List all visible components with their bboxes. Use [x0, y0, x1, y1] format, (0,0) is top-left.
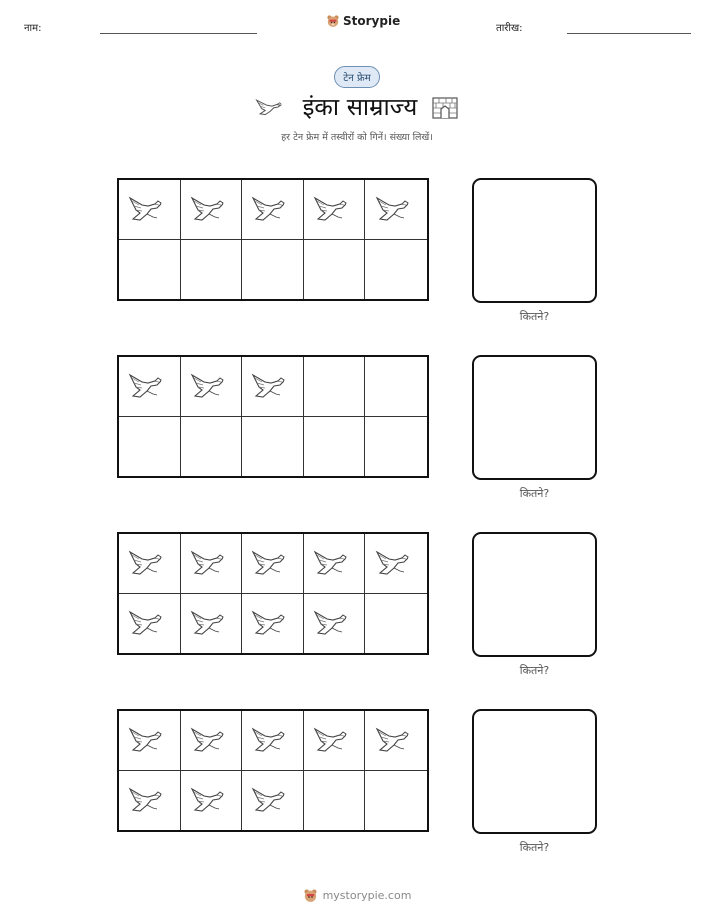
condor-icon [374, 722, 418, 758]
condor-icon [312, 722, 356, 758]
ten-frame-cell [304, 357, 366, 417]
inca-temple-icon [431, 94, 459, 120]
condor-icon [127, 545, 171, 581]
ten-frame-cell [181, 417, 243, 477]
condor-icon [250, 368, 294, 404]
ten-frame-cell [365, 711, 427, 771]
how-many-label: कितने? [519, 664, 550, 677]
page-title: इंका साम्राज्य [302, 93, 418, 121]
instructions: हर टेन फ्रेम में तस्वीरों को गिनें। संख्या लिखें। [281, 132, 433, 143]
ten-frame-cell [365, 771, 427, 831]
ten-frame-cell [365, 417, 427, 477]
ten-frame-cell [242, 534, 304, 594]
condor-icon [189, 605, 233, 641]
how-many-label: कितने? [519, 487, 550, 500]
answer-box[interactable] [472, 532, 597, 657]
condor-icon [127, 722, 171, 758]
condor-icon [312, 605, 356, 641]
topic-pill: टेन फ्रेम [334, 66, 379, 88]
ten-frame-cell [119, 417, 181, 477]
ten-frame-cell [242, 357, 304, 417]
ten-frame-cell [304, 534, 366, 594]
ten-frame-cell [365, 240, 427, 300]
condor-icon [250, 605, 294, 641]
condor-icon [127, 191, 171, 227]
answer-box[interactable] [472, 178, 597, 303]
ten-frame-cell [365, 534, 427, 594]
ten-frame [117, 178, 429, 301]
ten-frame-cell [119, 357, 181, 417]
bear-logo-icon [326, 14, 340, 28]
ten-frame-cell [242, 711, 304, 771]
how-many-label: कितने? [519, 310, 550, 323]
ten-frame-cell [242, 240, 304, 300]
condor-icon [127, 368, 171, 404]
name-line[interactable] [100, 33, 257, 34]
bear-logo-icon [303, 888, 318, 903]
ten-frame-cell [181, 534, 243, 594]
ten-frame-cell [119, 711, 181, 771]
ten-frame-cell [181, 240, 243, 300]
ten-frame-cell [242, 417, 304, 477]
footer-url[interactable]: mystorypie.com [322, 889, 412, 902]
condor-icon [250, 782, 294, 818]
condor-icon [250, 545, 294, 581]
condor-icon [189, 722, 233, 758]
ten-frame-cell [304, 771, 366, 831]
ten-frame-cell [119, 771, 181, 831]
ten-frame-cell [304, 594, 366, 654]
condor-icon [250, 191, 294, 227]
condor-icon [189, 368, 233, 404]
ten-frame-cell [304, 240, 366, 300]
answer-box[interactable] [472, 355, 597, 480]
ten-frame-cell [304, 180, 366, 240]
ten-frame-cell [242, 180, 304, 240]
condor-icon [312, 545, 356, 581]
condor-icon [189, 782, 233, 818]
ten-frame-cell [119, 240, 181, 300]
ten-frame-cell [181, 771, 243, 831]
ten-frame-cell [242, 594, 304, 654]
ten-frame-cell [304, 711, 366, 771]
condor-icon [312, 191, 356, 227]
name-label: नाम: [24, 23, 42, 34]
ten-frame-cell [365, 594, 427, 654]
how-many-label: कितने? [519, 841, 550, 854]
ten-frame [117, 709, 429, 832]
condor-icon [255, 95, 289, 119]
ten-frame-cell [181, 594, 243, 654]
ten-frame-cell [119, 534, 181, 594]
date-label: तारीख: [496, 23, 523, 34]
condor-icon [250, 722, 294, 758]
title-row [0, 90, 714, 123]
ten-frame-cell [181, 180, 243, 240]
answer-box[interactable] [472, 709, 597, 834]
condor-icon [127, 782, 171, 818]
ten-frame-cell [365, 180, 427, 240]
ten-frame-cell [119, 180, 181, 240]
date-line[interactable] [567, 33, 691, 34]
ten-frame [117, 532, 429, 655]
ten-frame-cell [304, 417, 366, 477]
footer [303, 888, 412, 903]
ten-frame-cell [181, 357, 243, 417]
condor-icon [189, 545, 233, 581]
brand-logo [326, 14, 400, 28]
ten-frame-cell [119, 594, 181, 654]
condor-icon [374, 191, 418, 227]
ten-frame [117, 355, 429, 478]
condor-icon [374, 545, 418, 581]
condor-icon [127, 605, 171, 641]
ten-frame-cell [181, 711, 243, 771]
ten-frame-cell [365, 357, 427, 417]
brand-name: Storypie [343, 14, 401, 28]
ten-frame-cell [242, 771, 304, 831]
condor-icon [189, 191, 233, 227]
